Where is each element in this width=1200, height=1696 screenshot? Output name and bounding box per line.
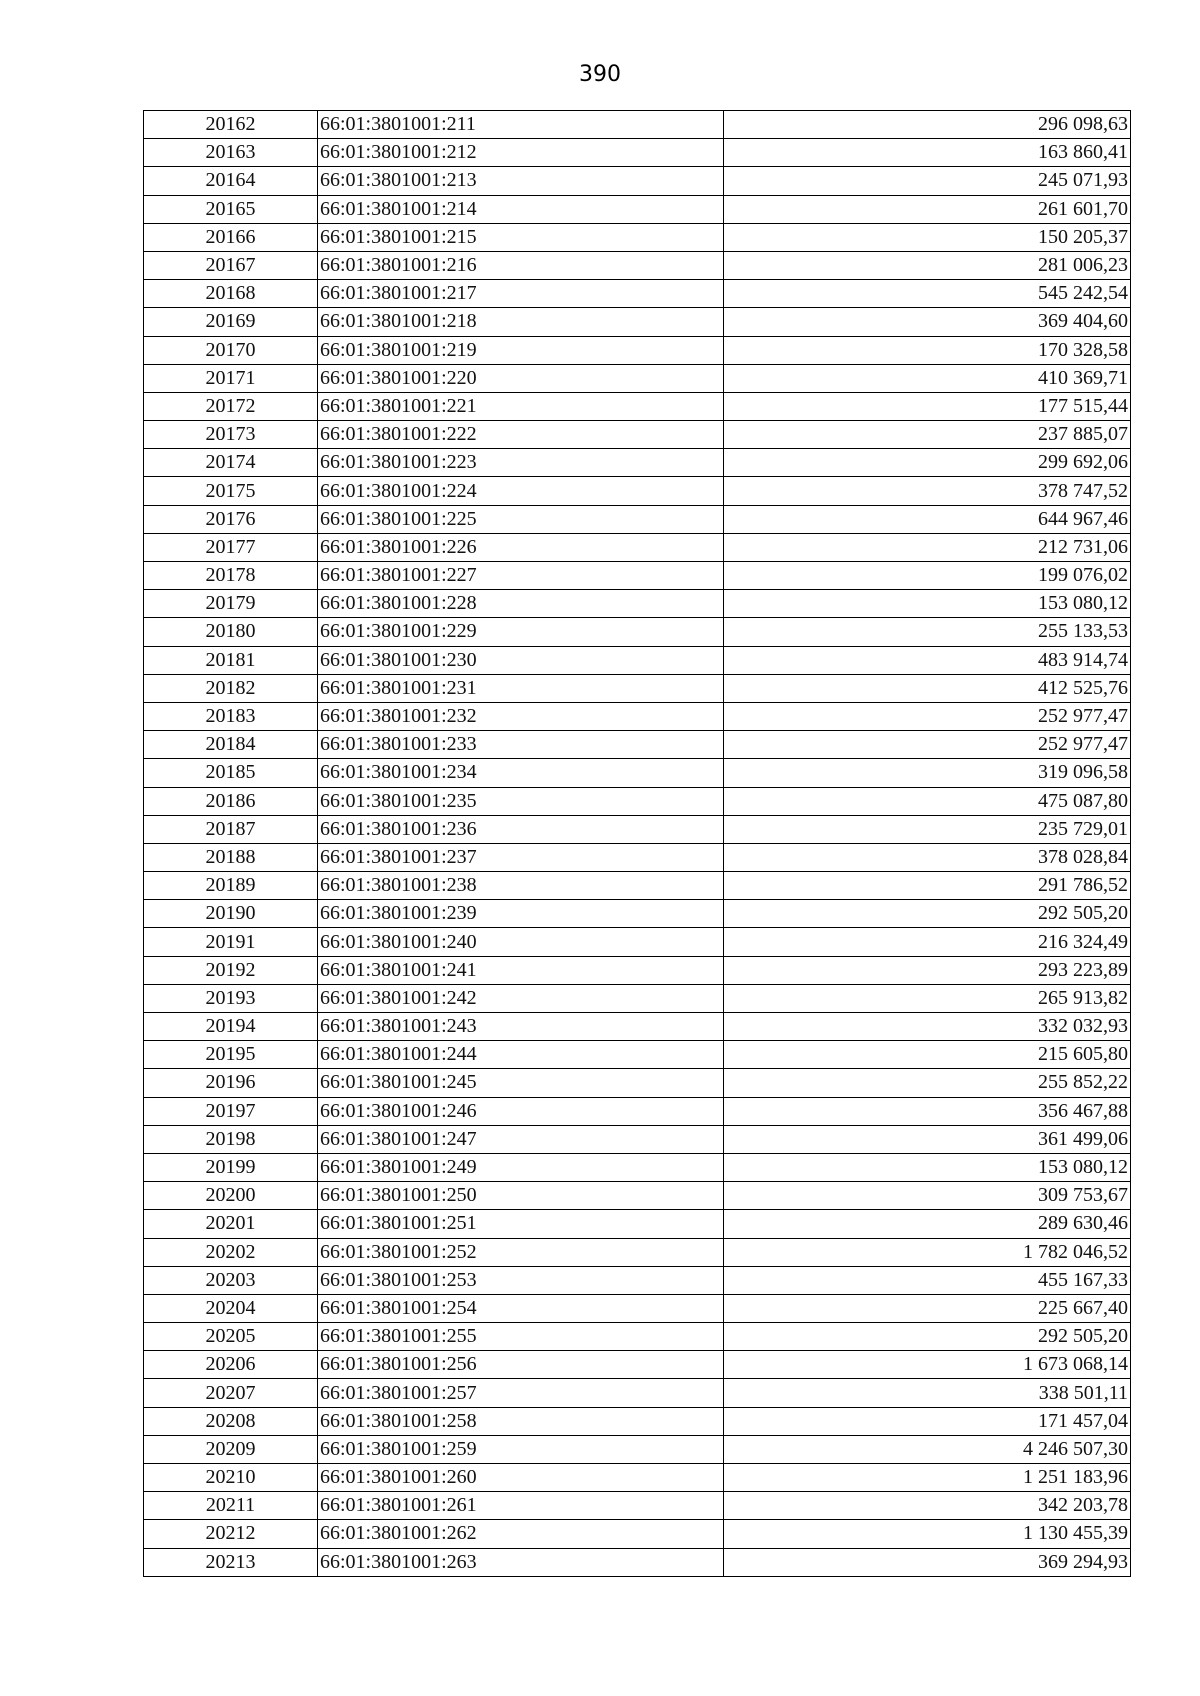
row-number-cell: 20179 bbox=[144, 590, 318, 618]
row-number-cell: 20205 bbox=[144, 1323, 318, 1351]
table-row bbox=[144, 1125, 1131, 1153]
cadastral-number-cell: 66:01:3801001:227 bbox=[318, 562, 724, 590]
table-row bbox=[144, 928, 1131, 956]
cadastral-number-cell: 66:01:3801001:233 bbox=[318, 731, 724, 759]
table-row bbox=[144, 1069, 1131, 1097]
cadastral-number-cell: 66:01:3801001:247 bbox=[318, 1125, 724, 1153]
row-number-cell: 20194 bbox=[144, 1013, 318, 1041]
cadastral-number-cell: 66:01:3801001:244 bbox=[318, 1041, 724, 1069]
table-row bbox=[144, 1379, 1131, 1407]
cadastral-number-cell: 66:01:3801001:217 bbox=[318, 280, 724, 308]
row-number-cell: 20163 bbox=[144, 139, 318, 167]
table-row bbox=[144, 674, 1131, 702]
value-cell: 177 515,44 bbox=[724, 392, 1131, 420]
cadastral-number-cell: 66:01:3801001:216 bbox=[318, 251, 724, 279]
row-number-cell: 20203 bbox=[144, 1266, 318, 1294]
table-row bbox=[144, 815, 1131, 843]
cadastral-number-cell: 66:01:3801001:255 bbox=[318, 1323, 724, 1351]
value-cell: 309 753,67 bbox=[724, 1182, 1131, 1210]
value-cell: 545 242,54 bbox=[724, 280, 1131, 308]
value-cell: 369 404,60 bbox=[724, 308, 1131, 336]
table-row bbox=[144, 731, 1131, 759]
value-cell: 475 087,80 bbox=[724, 787, 1131, 815]
row-number-cell: 20181 bbox=[144, 646, 318, 674]
row-number-cell: 20175 bbox=[144, 477, 318, 505]
table-row bbox=[144, 1435, 1131, 1463]
cadastral-number-cell: 66:01:3801001:231 bbox=[318, 674, 724, 702]
value-cell: 225 667,40 bbox=[724, 1294, 1131, 1322]
cadastral-number-cell: 66:01:3801001:218 bbox=[318, 308, 724, 336]
page-number: 390 bbox=[579, 62, 621, 87]
table-row bbox=[144, 111, 1131, 139]
cadastral-number-cell: 66:01:3801001:237 bbox=[318, 843, 724, 871]
row-number-cell: 20207 bbox=[144, 1379, 318, 1407]
row-number-cell: 20189 bbox=[144, 872, 318, 900]
table-row bbox=[144, 421, 1131, 449]
table-row bbox=[144, 1492, 1131, 1520]
cadastral-number-cell: 66:01:3801001:251 bbox=[318, 1210, 724, 1238]
cadastral-number-cell: 66:01:3801001:235 bbox=[318, 787, 724, 815]
table-row bbox=[144, 364, 1131, 392]
value-cell: 255 133,53 bbox=[724, 618, 1131, 646]
table-row bbox=[144, 1210, 1131, 1238]
row-number-cell: 20188 bbox=[144, 843, 318, 871]
table-row bbox=[144, 1464, 1131, 1492]
row-number-cell: 20165 bbox=[144, 195, 318, 223]
table-row bbox=[144, 280, 1131, 308]
row-number-cell: 20162 bbox=[144, 111, 318, 139]
cadastral-number-cell: 66:01:3801001:212 bbox=[318, 139, 724, 167]
row-number-cell: 20172 bbox=[144, 392, 318, 420]
value-cell: 410 369,71 bbox=[724, 364, 1131, 392]
cadastral-number-cell: 66:01:3801001:224 bbox=[318, 477, 724, 505]
row-number-cell: 20183 bbox=[144, 702, 318, 730]
row-number-cell: 20166 bbox=[144, 223, 318, 251]
cadastral-number-cell: 66:01:3801001:222 bbox=[318, 421, 724, 449]
table-row bbox=[144, 787, 1131, 815]
row-number-cell: 20195 bbox=[144, 1041, 318, 1069]
value-cell: 171 457,04 bbox=[724, 1407, 1131, 1435]
value-cell: 163 860,41 bbox=[724, 139, 1131, 167]
row-number-cell: 20213 bbox=[144, 1548, 318, 1576]
value-cell: 245 071,93 bbox=[724, 167, 1131, 195]
cadastral-number-cell: 66:01:3801001:226 bbox=[318, 533, 724, 561]
value-cell: 291 786,52 bbox=[724, 872, 1131, 900]
row-number-cell: 20210 bbox=[144, 1464, 318, 1492]
value-cell: 289 630,46 bbox=[724, 1210, 1131, 1238]
value-cell: 1 251 183,96 bbox=[724, 1464, 1131, 1492]
value-cell: 338 501,11 bbox=[724, 1379, 1131, 1407]
cadastral-number-cell: 66:01:3801001:260 bbox=[318, 1464, 724, 1492]
cadastral-number-cell: 66:01:3801001:223 bbox=[318, 449, 724, 477]
row-number-cell: 20174 bbox=[144, 449, 318, 477]
row-number-cell: 20196 bbox=[144, 1069, 318, 1097]
table-row bbox=[144, 477, 1131, 505]
value-cell: 281 006,23 bbox=[724, 251, 1131, 279]
row-number-cell: 20176 bbox=[144, 505, 318, 533]
row-number-cell: 20200 bbox=[144, 1182, 318, 1210]
table-row bbox=[144, 1548, 1131, 1576]
value-cell: 455 167,33 bbox=[724, 1266, 1131, 1294]
value-cell: 1 130 455,39 bbox=[724, 1520, 1131, 1548]
table-row bbox=[144, 1266, 1131, 1294]
table-row bbox=[144, 843, 1131, 871]
cadastral-number-cell: 66:01:3801001:254 bbox=[318, 1294, 724, 1322]
data-table bbox=[143, 110, 1131, 1577]
value-cell: 378 028,84 bbox=[724, 843, 1131, 871]
table-row bbox=[144, 1153, 1131, 1181]
table-row bbox=[144, 984, 1131, 1012]
value-cell: 644 967,46 bbox=[724, 505, 1131, 533]
cadastral-number-cell: 66:01:3801001:252 bbox=[318, 1238, 724, 1266]
value-cell: 369 294,93 bbox=[724, 1548, 1131, 1576]
cadastral-number-cell: 66:01:3801001:225 bbox=[318, 505, 724, 533]
table-row bbox=[144, 392, 1131, 420]
value-cell: 292 505,20 bbox=[724, 900, 1131, 928]
row-number-cell: 20208 bbox=[144, 1407, 318, 1435]
table-row bbox=[144, 1013, 1131, 1041]
table-row bbox=[144, 702, 1131, 730]
cadastral-number-cell: 66:01:3801001:246 bbox=[318, 1097, 724, 1125]
table-row bbox=[144, 308, 1131, 336]
table-row bbox=[144, 167, 1131, 195]
value-cell: 4 246 507,30 bbox=[724, 1435, 1131, 1463]
row-number-cell: 20182 bbox=[144, 674, 318, 702]
table-row bbox=[144, 1097, 1131, 1125]
cadastral-number-cell: 66:01:3801001:253 bbox=[318, 1266, 724, 1294]
value-cell: 150 205,37 bbox=[724, 223, 1131, 251]
value-cell: 483 914,74 bbox=[724, 646, 1131, 674]
table-row bbox=[144, 533, 1131, 561]
cadastral-number-cell: 66:01:3801001:221 bbox=[318, 392, 724, 420]
row-number-cell: 20201 bbox=[144, 1210, 318, 1238]
table-row bbox=[144, 1182, 1131, 1210]
cadastral-number-cell: 66:01:3801001:230 bbox=[318, 646, 724, 674]
cadastral-number-cell: 66:01:3801001:259 bbox=[318, 1435, 724, 1463]
row-number-cell: 20204 bbox=[144, 1294, 318, 1322]
row-number-cell: 20199 bbox=[144, 1153, 318, 1181]
value-cell: 252 977,47 bbox=[724, 702, 1131, 730]
table-row bbox=[144, 1294, 1131, 1322]
value-cell: 252 977,47 bbox=[724, 731, 1131, 759]
cadastral-number-cell: 66:01:3801001:243 bbox=[318, 1013, 724, 1041]
cadastral-number-cell: 66:01:3801001:232 bbox=[318, 702, 724, 730]
cadastral-number-cell: 66:01:3801001:229 bbox=[318, 618, 724, 646]
table-body bbox=[144, 111, 1131, 1577]
row-number-cell: 20192 bbox=[144, 956, 318, 984]
row-number-cell: 20198 bbox=[144, 1125, 318, 1153]
value-cell: 255 852,22 bbox=[724, 1069, 1131, 1097]
table-row bbox=[144, 1351, 1131, 1379]
table-row bbox=[144, 1323, 1131, 1351]
table-row bbox=[144, 1238, 1131, 1266]
row-number-cell: 20206 bbox=[144, 1351, 318, 1379]
value-cell: 319 096,58 bbox=[724, 759, 1131, 787]
cadastral-number-cell: 66:01:3801001:258 bbox=[318, 1407, 724, 1435]
value-cell: 332 032,93 bbox=[724, 1013, 1131, 1041]
cadastral-number-cell: 66:01:3801001:219 bbox=[318, 336, 724, 364]
cadastral-number-cell: 66:01:3801001:256 bbox=[318, 1351, 724, 1379]
value-cell: 299 692,06 bbox=[724, 449, 1131, 477]
value-cell: 361 499,06 bbox=[724, 1125, 1131, 1153]
cadastral-number-cell: 66:01:3801001:263 bbox=[318, 1548, 724, 1576]
cadastral-number-cell: 66:01:3801001:250 bbox=[318, 1182, 724, 1210]
value-cell: 153 080,12 bbox=[724, 1153, 1131, 1181]
value-cell: 212 731,06 bbox=[724, 533, 1131, 561]
value-cell: 261 601,70 bbox=[724, 195, 1131, 223]
cadastral-number-cell: 66:01:3801001:249 bbox=[318, 1153, 724, 1181]
table-row bbox=[144, 618, 1131, 646]
row-number-cell: 20184 bbox=[144, 731, 318, 759]
value-cell: 296 098,63 bbox=[724, 111, 1131, 139]
cadastral-number-cell: 66:01:3801001:262 bbox=[318, 1520, 724, 1548]
value-cell: 293 223,89 bbox=[724, 956, 1131, 984]
row-number-cell: 20191 bbox=[144, 928, 318, 956]
table-row bbox=[144, 139, 1131, 167]
table-row bbox=[144, 562, 1131, 590]
value-cell: 170 328,58 bbox=[724, 336, 1131, 364]
cadastral-number-cell: 66:01:3801001:261 bbox=[318, 1492, 724, 1520]
value-cell: 199 076,02 bbox=[724, 562, 1131, 590]
value-cell: 265 913,82 bbox=[724, 984, 1131, 1012]
row-number-cell: 20211 bbox=[144, 1492, 318, 1520]
data-table-container bbox=[143, 110, 1131, 1577]
row-number-cell: 20187 bbox=[144, 815, 318, 843]
cadastral-number-cell: 66:01:3801001:242 bbox=[318, 984, 724, 1012]
value-cell: 412 525,76 bbox=[724, 674, 1131, 702]
row-number-cell: 20186 bbox=[144, 787, 318, 815]
cadastral-number-cell: 66:01:3801001:236 bbox=[318, 815, 724, 843]
value-cell: 1 673 068,14 bbox=[724, 1351, 1131, 1379]
cadastral-number-cell: 66:01:3801001:213 bbox=[318, 167, 724, 195]
row-number-cell: 20202 bbox=[144, 1238, 318, 1266]
row-number-cell: 20177 bbox=[144, 533, 318, 561]
table-row bbox=[144, 872, 1131, 900]
cadastral-number-cell: 66:01:3801001:257 bbox=[318, 1379, 724, 1407]
row-number-cell: 20212 bbox=[144, 1520, 318, 1548]
cadastral-number-cell: 66:01:3801001:240 bbox=[318, 928, 724, 956]
table-row bbox=[144, 449, 1131, 477]
table-row bbox=[144, 759, 1131, 787]
cadastral-number-cell: 66:01:3801001:228 bbox=[318, 590, 724, 618]
table-row bbox=[144, 1041, 1131, 1069]
row-number-cell: 20164 bbox=[144, 167, 318, 195]
cadastral-number-cell: 66:01:3801001:234 bbox=[318, 759, 724, 787]
row-number-cell: 20167 bbox=[144, 251, 318, 279]
row-number-cell: 20168 bbox=[144, 280, 318, 308]
row-number-cell: 20193 bbox=[144, 984, 318, 1012]
cadastral-number-cell: 66:01:3801001:245 bbox=[318, 1069, 724, 1097]
row-number-cell: 20197 bbox=[144, 1097, 318, 1125]
table-row bbox=[144, 956, 1131, 984]
table-row bbox=[144, 336, 1131, 364]
table-row bbox=[144, 251, 1131, 279]
row-number-cell: 20171 bbox=[144, 364, 318, 392]
table-row bbox=[144, 590, 1131, 618]
row-number-cell: 20169 bbox=[144, 308, 318, 336]
value-cell: 215 605,80 bbox=[724, 1041, 1131, 1069]
row-number-cell: 20209 bbox=[144, 1435, 318, 1463]
cadastral-number-cell: 66:01:3801001:241 bbox=[318, 956, 724, 984]
cadastral-number-cell: 66:01:3801001:215 bbox=[318, 223, 724, 251]
table-row bbox=[144, 1407, 1131, 1435]
cadastral-number-cell: 66:01:3801001:238 bbox=[318, 872, 724, 900]
row-number-cell: 20180 bbox=[144, 618, 318, 646]
value-cell: 153 080,12 bbox=[724, 590, 1131, 618]
value-cell: 378 747,52 bbox=[724, 477, 1131, 505]
table-row bbox=[144, 195, 1131, 223]
table-row bbox=[144, 900, 1131, 928]
row-number-cell: 20173 bbox=[144, 421, 318, 449]
table-row bbox=[144, 1520, 1131, 1548]
value-cell: 292 505,20 bbox=[724, 1323, 1131, 1351]
value-cell: 235 729,01 bbox=[724, 815, 1131, 843]
table-row bbox=[144, 505, 1131, 533]
table-row bbox=[144, 223, 1131, 251]
row-number-cell: 20190 bbox=[144, 900, 318, 928]
row-number-cell: 20178 bbox=[144, 562, 318, 590]
row-number-cell: 20185 bbox=[144, 759, 318, 787]
cadastral-number-cell: 66:01:3801001:211 bbox=[318, 111, 724, 139]
value-cell: 237 885,07 bbox=[724, 421, 1131, 449]
table-row bbox=[144, 646, 1131, 674]
cadastral-number-cell: 66:01:3801001:239 bbox=[318, 900, 724, 928]
value-cell: 1 782 046,52 bbox=[724, 1238, 1131, 1266]
value-cell: 342 203,78 bbox=[724, 1492, 1131, 1520]
cadastral-number-cell: 66:01:3801001:214 bbox=[318, 195, 724, 223]
cadastral-number-cell: 66:01:3801001:220 bbox=[318, 364, 724, 392]
row-number-cell: 20170 bbox=[144, 336, 318, 364]
value-cell: 216 324,49 bbox=[724, 928, 1131, 956]
value-cell: 356 467,88 bbox=[724, 1097, 1131, 1125]
